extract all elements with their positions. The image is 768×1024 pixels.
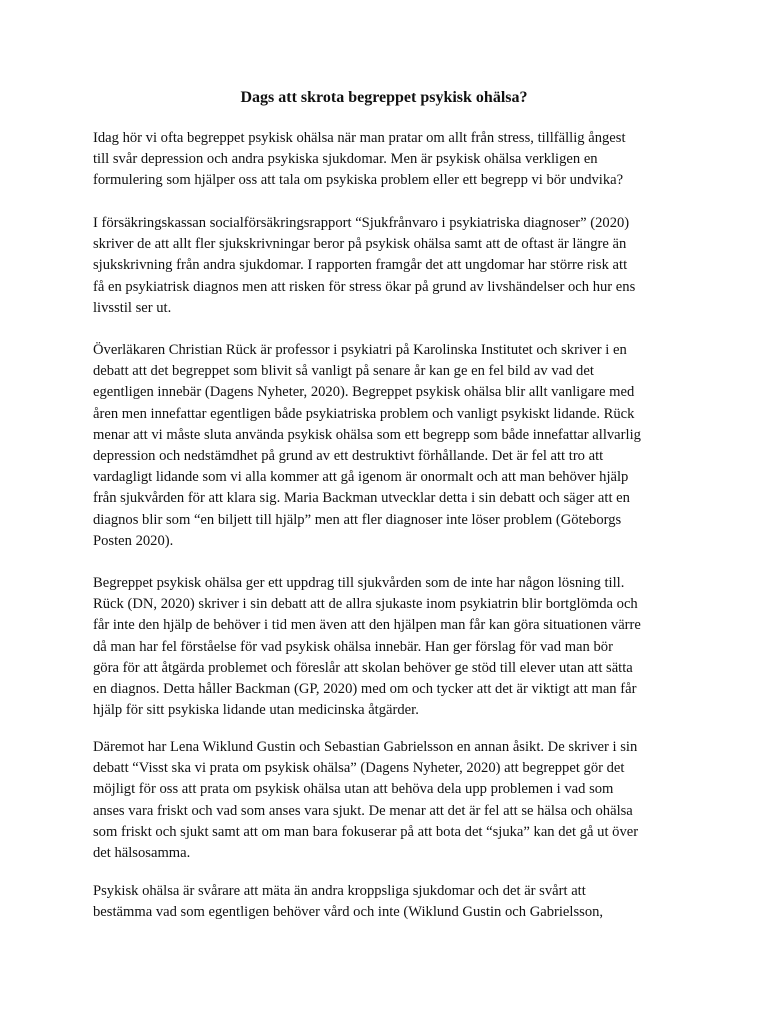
paragraph-line: I försäkringskassan socialförsäkringsrapport “Sjukfrånvaro i psykiatriska diagnoser” (2020) <box>93 215 630 231</box>
paragraph-line: Däremot har Lena Wiklund Gustin och Sebastian Gabrielsson en annan åsikt. De skriver i sin <box>93 739 638 755</box>
paragraph-line: då man har fel förståelse för vad psykisk ohälsa innebär. Han ger förslag för vad man bör <box>93 638 613 655</box>
paragraph-line: livsstil ser ut. <box>93 299 172 316</box>
paragraph-line: från sjukvården för att klara sig. Maria Backman utvecklar detta i sin debatt och säger att en <box>93 490 630 507</box>
paragraph-line: vardagligt lidande som vi alla kommer att gå igenom är onormalt och att man behöver hjälp <box>93 469 629 486</box>
paragraph-line: diagnos blir som “en biljett till hjälp” men att fler diagnoser inte löser problem (Göteborgs <box>93 511 622 528</box>
paragraph-line: Psykisk ohälsa är svårare att mäta än andra kroppsliga sjukdomar och det är svårt att <box>93 883 586 899</box>
paragraph-intro <box>93 128 683 192</box>
paragraph-line: anses vara friskt och vad som anses vara sjukt. De menar att det är fel att se hälsa och ohälsa <box>93 802 633 819</box>
paragraph-line: som friskt och sjukt samt att om man bara fokuserar på att bota det “sjuka” kan det gå ut över <box>93 823 639 840</box>
paragraph-line: Rück (DN, 2020) skriver i sin debatt att de allra sjukaste inom psykiatrin blir bortglömda och <box>93 596 638 613</box>
paragraph-line: möjligt för oss att prata om psykisk ohälsa utan att behöva dela upp problemen i vad som <box>93 781 614 798</box>
paragraph-line: får inte den hjälp de behöver i tid men även att den hjälpen man får kan göra situationen värre <box>93 617 641 634</box>
paragraph-line: skriver de att allt fler sjukskrivningar beror på psykisk ohälsa samt att de oftast är längre än <box>93 236 627 253</box>
paragraph-line: hjälp för sitt psykiska lidande utan medicinska åtgärder. <box>93 702 419 719</box>
paragraph-line: bestämma vad som egentligen behöver vård och inte (Wiklund Gustin och Gabrielsson, <box>93 904 604 921</box>
paragraph-line: få en psykiatrisk diagnos men att risken för stress ökar på grund av livshändelser och hur ens <box>93 278 636 295</box>
paragraph-line: egentligen innebär (Dagens Nyheter, 2020). Begreppet psykisk ohälsa blir allt vanligare med <box>93 384 635 401</box>
paragraph-line: menar att vi måste sluta använda psykisk ohälsa som ett begrepp som både innefattar allvarlig <box>93 426 641 443</box>
paragraph-line: depression och nedstämdhet på grund av ett destruktivt förhållande. Det är fel att tro att <box>93 447 604 464</box>
paragraph-line: formulering som hjälper oss att tala om psykiska problem eller ett begrepp vi bör undvika? <box>93 172 624 189</box>
paragraph-line: det hälsosamma. <box>93 844 191 861</box>
paragraph-sjukvarden <box>93 573 683 721</box>
paragraph-line: till svår depression och andra psykiska sjukdomar. Men är psykisk ohälsa verkligen en <box>93 151 598 168</box>
paragraph-line: debatt att det begreppet som blivit så vanligt på senare år kan ge en fel bild av vad det <box>93 363 594 380</box>
paragraph-line: göra för att åtgärda problemet och föreslår att skolan behöver ge stöd till elever utan att sätta <box>93 659 633 676</box>
paragraph-line: Begreppet psykisk ohälsa ger ett uppdrag till sjukvården som de inte har någon lösning till. <box>93 575 625 591</box>
paragraph-forsakringskassan <box>93 213 683 319</box>
paragraph-line: Idag hör vi ofta begreppet psykisk ohälsa när man pratar om allt från stress, tillfällig ångest <box>93 130 626 146</box>
paragraph-line: debatt “Visst ska vi prata om psykisk ohälsa” (Dagens Nyheter, 2020) att begreppet gör det <box>93 760 625 777</box>
paragraph-line: en diagnos. Detta håller Backman (GP, 2020) med om och tycker att det är viktigt att man får <box>93 680 637 697</box>
paragraph-line: sjukskrivning från andra sjukdomar. I rapporten framgår det att ungdomar har större risk att <box>93 257 628 274</box>
paragraph-wiklund-gustin <box>93 737 683 864</box>
paragraph-line: Överläkaren Christian Rück är professor i psykiatri på Karolinska Institutet och skriver i en <box>93 342 627 358</box>
paragraph-line: Posten 2020). <box>93 532 174 549</box>
paragraph-line: åren men innefattar egentligen både psykiatriska problem och vanligt psykiskt lidande. Rück <box>93 405 635 422</box>
paragraph-ruck <box>93 340 683 552</box>
document-title: Dags att skrota begreppet psykisk ohälsa? <box>240 89 528 106</box>
paragraph-matning <box>93 881 683 923</box>
